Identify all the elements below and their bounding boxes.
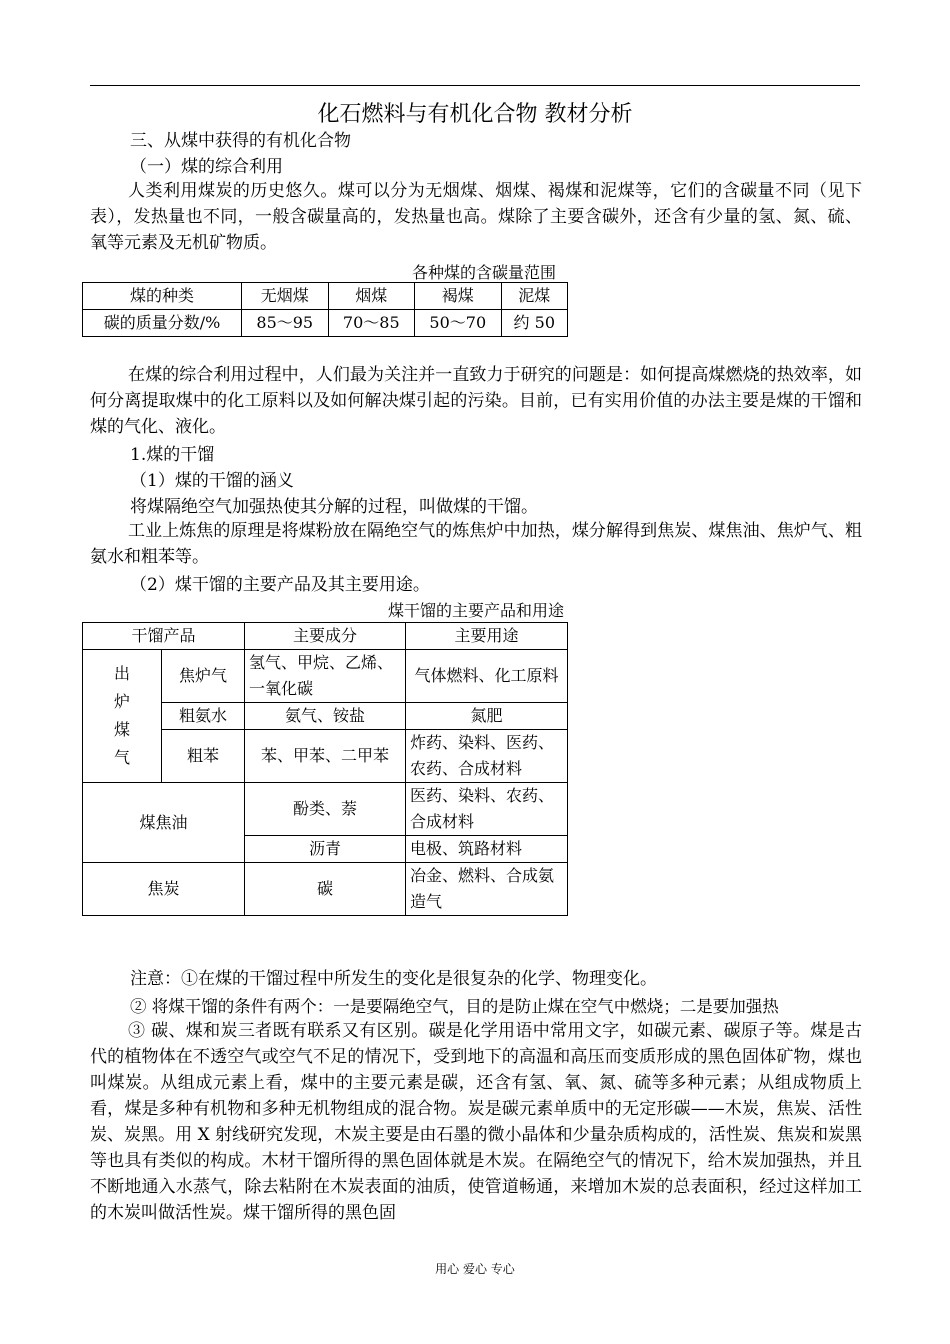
table-cell: 冶金、燃料、合成氨造气	[406, 863, 568, 916]
table-cell: 烟煤	[328, 283, 415, 310]
table-cell: 碳的质量分数/%	[83, 310, 242, 337]
table-cell: 褐煤	[415, 283, 502, 310]
carbon-content-table	[82, 282, 568, 337]
table-row	[83, 863, 568, 916]
heading-dry-distillation: 1.煤的干馏	[130, 445, 215, 465]
paragraph-intro: 人类利用煤炭的历史悠久。煤可以分为无烟煤、烟煤、褐煤和泥煤等，它们的含碳量不同（见下表），发热量也不同，一般含碳量高的，发热量也高。煤除了主要含碳外，还含有少量的氢、氮、硫、氧等元素及无机矿物质。	[90, 181, 862, 253]
table-row	[83, 650, 568, 703]
table-cell: 约 50	[501, 310, 567, 337]
page-title: 化石燃料与有机化合物 教材分析	[317, 102, 633, 127]
table2-caption: 煤干馏的主要产品和用途	[388, 601, 565, 620]
table-cell: 医药、染料、农药、合成材料	[406, 783, 568, 836]
table-cell: 沥青	[245, 836, 406, 863]
table-cell: 碳	[245, 863, 406, 916]
table-cell-group	[83, 650, 162, 783]
section-heading: 三、从煤中获得的有机化合物	[130, 131, 351, 151]
heading-dry-meaning: （1）煤的干馏的涵义	[130, 471, 294, 491]
table-cell: 50～70	[415, 310, 502, 337]
note-1: 注意：①在煤的干馏过程中所发生的变化是很复杂的化学、物理变化。	[130, 969, 657, 989]
table-cell: 粗氨水	[162, 703, 245, 730]
table-cell: 苯、甲苯、二甲苯	[245, 730, 406, 783]
table-cell: 85～95	[242, 310, 329, 337]
page-footer: 用心 爱心 专心	[435, 1262, 515, 1276]
table-row	[83, 283, 568, 310]
group-char: 出	[113, 664, 130, 683]
table-cell: 泥煤	[501, 283, 567, 310]
table-cell: 氮肥	[406, 703, 568, 730]
table-cell: 酚类、萘	[245, 783, 406, 836]
header-rule	[90, 85, 860, 86]
note-2: ② 将煤干馏的条件有两个：一是要隔绝空气，目的是防止煤在空气中燃烧；二是要加强热	[130, 997, 779, 1016]
table-cell: 无烟煤	[242, 283, 329, 310]
group-char: 气	[113, 748, 130, 767]
dry-distillation-table	[82, 622, 568, 916]
group-char: 炉	[113, 692, 130, 711]
table-cell: 煤焦油	[83, 783, 245, 863]
table-cell: 焦炭	[83, 863, 245, 916]
table-cell: 70～85	[328, 310, 415, 337]
table-cell: 焦炉气	[162, 650, 245, 703]
subsection-heading: （一）煤的综合利用	[130, 157, 283, 177]
table-cell: 煤的种类	[83, 283, 242, 310]
table-cell: 粗苯	[162, 730, 245, 783]
note-3: ③ 碳、煤和炭三者既有联系又有区别。碳是化学用语中常用文字，如碳元素、碳原子等。煤是古代的植物体在不透空气或空气不足的情况下，受到地下的高温和高压而变质形成的黑色固体矿物，煤也叫煤炭。从组成元素上看，煤中的主要元素是碳，还含有氢、氧、氮、硫等多种元素；从组成物质上看，煤是多种有机物和多种无机物组成的混合物。炭是碳元素单质中的无定形碳——木炭，焦炭、活性炭、炭黑。用 X 射线研究发现，木炭主要是由石墨的微小晶体和少量杂质构成的，活性炭、焦炭和炭黑等也具有类似的构成。木材干馏所得的黑色固体就是木炭。在隔绝空气的情况下，给木炭加强热，并且不断地通入水蒸气，除去粘附在木炭表面的油质，使管道畅通，来增加木炭的总表面积，经过这样加工的木炭叫做活性炭。煤干馏所得的黑色固	[90, 1021, 862, 1223]
table-cell: 主要用途	[406, 623, 568, 650]
table-cell: 气体燃料、化工原料	[406, 650, 568, 703]
table-cell: 电极、筑路材料	[406, 836, 568, 863]
table-cell: 炸药、染料、医药、农药、合成材料	[406, 730, 568, 783]
table-cell: 氢气、甲烷、乙烯、一氧化碳	[245, 650, 406, 703]
table-row	[83, 783, 568, 836]
table-cell: 氨气、铵盐	[245, 703, 406, 730]
group-char: 煤	[113, 720, 130, 739]
paragraph-coking: 工业上炼焦的原理是将煤粉放在隔绝空气的炼焦炉中加热，煤分解得到焦炭、煤焦油、焦炉气、粗氨水和粗苯等。	[90, 521, 862, 567]
table-cell: 主要成分	[245, 623, 406, 650]
table-row	[83, 623, 568, 650]
paragraph-utilization: 在煤的综合利用过程中，人们最为关注并一直致力于研究的问题是：如何提高煤燃烧的热效率，如何分离提取煤中的化工原料以及如何解决煤引起的污染。目前，已有实用价值的办法主要是煤的干馏和煤的气化、液化。	[90, 365, 862, 437]
paragraph-definition: 将煤隔绝空气加强热使其分解的过程，叫做煤的干馏。	[130, 497, 538, 517]
heading-dry-products: （2）煤干馏的主要产品及其主要用途。	[130, 575, 430, 595]
table-row	[83, 310, 568, 337]
table1-caption: 各种煤的含碳量范围	[412, 263, 557, 282]
table-cell: 干馏产品	[83, 623, 245, 650]
